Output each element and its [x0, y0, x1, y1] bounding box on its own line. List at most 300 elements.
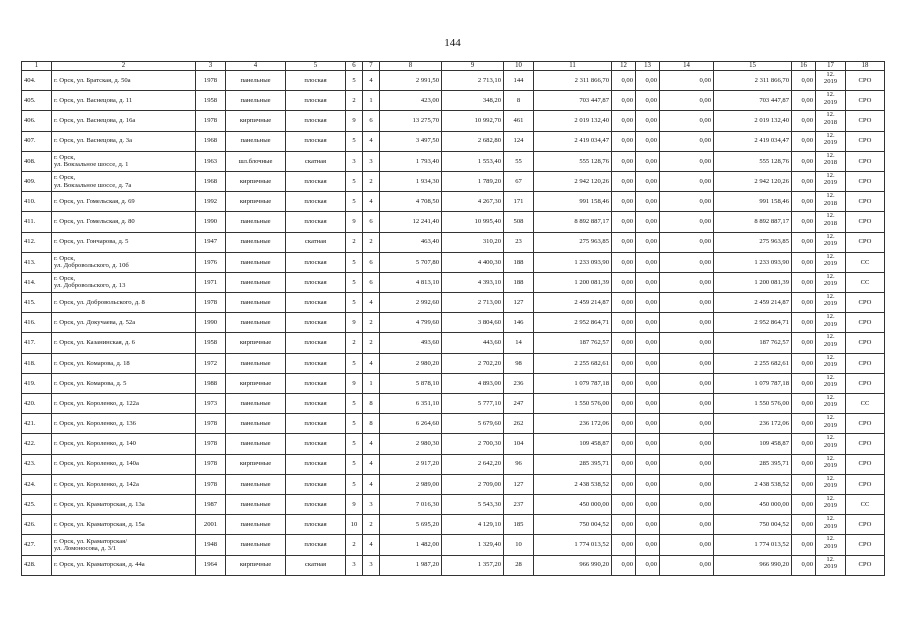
cost-federal-cell: 0,00: [612, 131, 636, 151]
total-cost-cell: 2 255 682,61: [534, 353, 612, 373]
floors-cell: 5: [346, 474, 363, 494]
completion-date-line: 12.: [826, 212, 835, 220]
completion-date-line: 12.: [826, 394, 835, 401]
residents-cell: 23: [504, 232, 534, 252]
completion-date-line: 2019: [823, 98, 838, 106]
completion-date-line: 12.: [826, 353, 835, 361]
cost-other-cell: 0,00: [792, 91, 816, 111]
completion-date-line: 2018: [823, 159, 838, 167]
completion-date-line: 12.: [826, 535, 835, 543]
funding-method-cell: СРО: [846, 111, 885, 131]
address-line: ул. Ломоносова, д. 3/1: [54, 544, 117, 552]
cost-federal-cell: 0,00: [612, 313, 636, 333]
total-cost-cell: 2 311 866,70: [534, 71, 612, 91]
entrances-cell: 4: [363, 71, 380, 91]
year-built-cell: 1978: [196, 293, 226, 313]
roof-type-cell: плоская: [286, 131, 346, 151]
address-line: г. Орск, ул. Короленко, д. 136: [54, 420, 136, 428]
cost-owners-cell: 966 990,20: [714, 555, 792, 575]
cost-local-cell: 0,00: [660, 111, 714, 131]
year-built-cell: 1992: [196, 192, 226, 212]
completion-date-line: 12.: [826, 333, 835, 341]
total-area-cell: 4 813,10: [380, 272, 442, 292]
funding-method-cell: СРО: [846, 293, 885, 313]
entrances-cell: 8: [363, 394, 380, 414]
total-area-cell: 4 799,60: [380, 313, 442, 333]
residents-cell: 508: [504, 212, 534, 232]
completion-date-cell: [816, 272, 846, 292]
cost-local-cell: 0,00: [660, 192, 714, 212]
floors-cell: 3: [346, 555, 363, 575]
total-cost-cell: 236 172,06: [534, 414, 612, 434]
living-area-cell: 2 700,30: [442, 434, 504, 454]
column-number-header: [22, 62, 885, 71]
completion-date-cell: [816, 353, 846, 373]
cost-regional-cell: 0,00: [636, 192, 660, 212]
cost-local-cell: 0,00: [660, 91, 714, 111]
roof-type-cell: плоская: [286, 111, 346, 131]
cost-federal-cell: 0,00: [612, 474, 636, 494]
address-line: ул. Добровольского, д. 13: [54, 282, 126, 290]
address-cell: [52, 272, 196, 292]
roof-type-cell: плоская: [286, 373, 346, 393]
completion-date-line: 2019: [823, 421, 838, 429]
cost-owners-cell: 991 158,46: [714, 192, 792, 212]
cost-owners-cell: 275 963,85: [714, 232, 792, 252]
row-number-cell: 425.: [22, 494, 52, 514]
completion-date-line: 12.: [826, 555, 835, 563]
cost-other-cell: 0,00: [792, 515, 816, 535]
column-number-10: 10: [504, 62, 534, 71]
year-built-cell: 1958: [196, 91, 226, 111]
total-area-cell: 6 264,60: [380, 414, 442, 434]
floors-cell: 5: [346, 394, 363, 414]
column-number-3: 3: [196, 62, 226, 71]
address-cell: [52, 252, 196, 272]
living-area-cell: 2 682,80: [442, 131, 504, 151]
funding-method-cell: СРО: [846, 333, 885, 353]
living-area-cell: 4 400,30: [442, 252, 504, 272]
cost-local-cell: 0,00: [660, 434, 714, 454]
table-row: [22, 515, 885, 535]
table-row: [22, 494, 885, 514]
address-line: г. Орск, ул. Комарова, д. 18: [54, 359, 130, 367]
column-number-16: 16: [792, 62, 816, 71]
cost-other-cell: 0,00: [792, 171, 816, 191]
address-line: ул. Вокзальное шоссе, д. 7а: [54, 181, 132, 189]
cost-regional-cell: 0,00: [636, 131, 660, 151]
completion-date-line: 12.: [826, 71, 835, 78]
cost-federal-cell: 0,00: [612, 91, 636, 111]
year-built-cell: 1978: [196, 474, 226, 494]
address-line: г. Орск, ул. Короленко, д. 122а: [54, 399, 139, 407]
cost-regional-cell: 0,00: [636, 555, 660, 575]
total-cost-cell: 275 963,85: [534, 232, 612, 252]
cost-federal-cell: 0,00: [612, 272, 636, 292]
wall-material-cell: кирпичные: [226, 454, 286, 474]
column-number-15: 15: [714, 62, 792, 71]
cost-local-cell: 0,00: [660, 373, 714, 393]
floors-cell: 5: [346, 414, 363, 434]
living-area-cell: 4 393,10: [442, 272, 504, 292]
completion-date-line: 2018: [823, 219, 838, 227]
column-number-9: 9: [442, 62, 504, 71]
living-area-cell: 2 702,20: [442, 353, 504, 373]
roof-type-cell: плоская: [286, 272, 346, 292]
table-row: [22, 454, 885, 474]
column-number-12: 12: [612, 62, 636, 71]
entrances-cell: 8: [363, 414, 380, 434]
completion-date-line: 2019: [823, 239, 838, 247]
cost-regional-cell: 0,00: [636, 111, 660, 131]
total-cost-cell: 1 079 787,18: [534, 373, 612, 393]
completion-date-cell: [816, 394, 846, 414]
entrances-cell: 1: [363, 91, 380, 111]
wall-material-cell: панельные: [226, 293, 286, 313]
entrances-cell: 4: [363, 192, 380, 212]
wall-material-cell: панельные: [226, 434, 286, 454]
cost-regional-cell: 0,00: [636, 494, 660, 514]
address-line: г. Орск, ул. Комарова, д. 5: [54, 379, 127, 387]
column-number-8: 8: [380, 62, 442, 71]
total-cost-cell: 8 892 887,17: [534, 212, 612, 232]
year-built-cell: 2001: [196, 515, 226, 535]
funding-method-cell: СРО: [846, 373, 885, 393]
wall-material-cell: панельные: [226, 474, 286, 494]
row-number-cell: 422.: [22, 434, 52, 454]
residents-cell: 144: [504, 71, 534, 91]
completion-date-cell: [816, 454, 846, 474]
total-area-cell: 1 934,30: [380, 171, 442, 191]
wall-material-cell: панельные: [226, 353, 286, 373]
entrances-cell: 4: [363, 131, 380, 151]
living-area-cell: 3 804,60: [442, 313, 504, 333]
residents-cell: 146: [504, 313, 534, 333]
entrances-cell: 1: [363, 373, 380, 393]
row-number-cell: 419.: [22, 373, 52, 393]
cost-local-cell: 0,00: [660, 353, 714, 373]
table-row: [22, 171, 885, 191]
completion-date-line: 12.: [826, 313, 835, 321]
year-built-cell: 1947: [196, 232, 226, 252]
roof-type-cell: плоская: [286, 212, 346, 232]
roof-type-cell: скатная: [286, 555, 346, 575]
total-area-cell: 2 991,50: [380, 71, 442, 91]
column-number-11: 11: [534, 62, 612, 71]
entrances-cell: 4: [363, 535, 380, 555]
year-built-cell: 1948: [196, 535, 226, 555]
total-area-cell: 12 241,40: [380, 212, 442, 232]
cost-regional-cell: 0,00: [636, 151, 660, 171]
residents-cell: 127: [504, 293, 534, 313]
completion-date-line: 2019: [823, 461, 838, 469]
residents-cell: 185: [504, 515, 534, 535]
completion-date-cell: [816, 313, 846, 333]
cost-federal-cell: 0,00: [612, 71, 636, 91]
funding-method-cell: СРО: [846, 535, 885, 555]
total-cost-cell: 703 447,87: [534, 91, 612, 111]
completion-date-line: 2019: [823, 381, 838, 389]
roof-type-cell: плоская: [286, 394, 346, 414]
total-cost-cell: 285 395,71: [534, 454, 612, 474]
completion-date-cell: [816, 131, 846, 151]
floors-cell: 2: [346, 232, 363, 252]
cost-local-cell: 0,00: [660, 131, 714, 151]
cost-other-cell: 0,00: [792, 414, 816, 434]
address-cell: [52, 474, 196, 494]
address-line: г. Орск,: [54, 174, 76, 182]
row-number-cell: 411.: [22, 212, 52, 232]
living-area-cell: 310,20: [442, 232, 504, 252]
wall-material-cell: панельные: [226, 394, 286, 414]
address-cell: [52, 111, 196, 131]
table-row: [22, 414, 885, 434]
cost-federal-cell: 0,00: [612, 171, 636, 191]
total-area-cell: 1 482,00: [380, 535, 442, 555]
cost-regional-cell: 0,00: [636, 434, 660, 454]
table-row: [22, 373, 885, 393]
cost-local-cell: 0,00: [660, 535, 714, 555]
column-number-17: 17: [816, 62, 846, 71]
address-cell: [52, 192, 196, 212]
cost-local-cell: 0,00: [660, 212, 714, 232]
cost-federal-cell: 0,00: [612, 252, 636, 272]
total-cost-cell: 2 952 864,71: [534, 313, 612, 333]
cost-other-cell: 0,00: [792, 454, 816, 474]
row-number-cell: 428.: [22, 555, 52, 575]
row-number-cell: 421.: [22, 414, 52, 434]
cost-owners-cell: 750 004,52: [714, 515, 792, 535]
entrances-cell: 4: [363, 293, 380, 313]
address-line: г. Орск, ул. Короленко, д. 140: [54, 440, 136, 448]
table-row: [22, 272, 885, 292]
cost-regional-cell: 0,00: [636, 414, 660, 434]
cost-regional-cell: 0,00: [636, 212, 660, 232]
cost-regional-cell: 0,00: [636, 171, 660, 191]
roof-type-cell: плоская: [286, 515, 346, 535]
residents-cell: 188: [504, 252, 534, 272]
residents-cell: 124: [504, 131, 534, 151]
cost-local-cell: 0,00: [660, 494, 714, 514]
total-cost-cell: 2 942 120,26: [534, 171, 612, 191]
funding-method-cell: СРО: [846, 91, 885, 111]
cost-other-cell: 0,00: [792, 131, 816, 151]
row-number-cell: 404.: [22, 71, 52, 91]
total-area-cell: 2 980,20: [380, 353, 442, 373]
completion-date-line: 2019: [823, 482, 838, 490]
address-line: г. Орск, ул. Краматорская, д. 15а: [54, 521, 145, 529]
floors-cell: 9: [346, 373, 363, 393]
completion-date-line: 12.: [826, 434, 835, 442]
completion-date-cell: [816, 71, 846, 91]
row-number-cell: 423.: [22, 454, 52, 474]
year-built-cell: 1958: [196, 333, 226, 353]
address-cell: [52, 454, 196, 474]
completion-date-cell: [816, 373, 846, 393]
cost-owners-cell: 1 550 576,00: [714, 394, 792, 414]
cost-regional-cell: 0,00: [636, 474, 660, 494]
cost-owners-cell: 2 942 120,26: [714, 171, 792, 191]
completion-date-line: 2019: [823, 260, 838, 268]
completion-date-line: 12.: [826, 414, 835, 422]
completion-date-line: 12.: [826, 192, 835, 200]
completion-date-cell: [816, 91, 846, 111]
residents-cell: 14: [504, 333, 534, 353]
table-row: [22, 71, 885, 91]
funding-method-cell: СРО: [846, 192, 885, 212]
residents-cell: 461: [504, 111, 534, 131]
completion-date-line: 2019: [823, 320, 838, 328]
roof-type-cell: плоская: [286, 454, 346, 474]
column-number-6: 6: [346, 62, 363, 71]
cost-regional-cell: 0,00: [636, 232, 660, 252]
entrances-cell: 2: [363, 313, 380, 333]
floors-cell: 5: [346, 252, 363, 272]
wall-material-cell: панельные: [226, 494, 286, 514]
column-number-5: 5: [286, 62, 346, 71]
cost-owners-cell: 555 128,76: [714, 151, 792, 171]
row-number-cell: 409.: [22, 171, 52, 191]
roof-type-cell: плоская: [286, 71, 346, 91]
funding-method-cell: СРО: [846, 434, 885, 454]
funding-method-cell: СРО: [846, 414, 885, 434]
entrances-cell: 2: [363, 171, 380, 191]
year-built-cell: 1978: [196, 454, 226, 474]
residents-cell: 55: [504, 151, 534, 171]
wall-material-cell: панельные: [226, 515, 286, 535]
row-number-cell: 407.: [22, 131, 52, 151]
total-cost-cell: 1 233 093,90: [534, 252, 612, 272]
cost-regional-cell: 0,00: [636, 91, 660, 111]
living-area-cell: 4 267,30: [442, 192, 504, 212]
address-cell: [52, 171, 196, 191]
residents-cell: 8: [504, 91, 534, 111]
residents-cell: 67: [504, 171, 534, 191]
cost-local-cell: 0,00: [660, 515, 714, 535]
living-area-cell: 348,20: [442, 91, 504, 111]
cost-owners-cell: 109 458,87: [714, 434, 792, 454]
roof-type-cell: плоская: [286, 434, 346, 454]
row-number-cell: 427.: [22, 535, 52, 555]
cost-owners-cell: 2 459 214,87: [714, 293, 792, 313]
total-area-cell: 2 980,30: [380, 434, 442, 454]
residents-cell: 98: [504, 353, 534, 373]
year-built-cell: 1988: [196, 373, 226, 393]
column-number-18: 18: [846, 62, 885, 71]
completion-date-cell: [816, 171, 846, 191]
residents-cell: 188: [504, 272, 534, 292]
roof-type-cell: скатная: [286, 232, 346, 252]
address-cell: [52, 373, 196, 393]
total-area-cell: 4 708,50: [380, 192, 442, 212]
completion-date-line: 12.: [826, 272, 835, 280]
cost-federal-cell: 0,00: [612, 293, 636, 313]
total-cost-cell: 450 000,00: [534, 494, 612, 514]
table-row: [22, 555, 885, 575]
total-area-cell: 7 016,30: [380, 494, 442, 514]
completion-date-line: 2019: [823, 78, 838, 86]
cost-federal-cell: 0,00: [612, 111, 636, 131]
living-area-cell: 1 357,20: [442, 555, 504, 575]
funding-method-cell: СРО: [846, 232, 885, 252]
residents-cell: 104: [504, 434, 534, 454]
year-built-cell: 1978: [196, 71, 226, 91]
residents-cell: 237: [504, 494, 534, 514]
completion-date-line: 2019: [823, 138, 838, 146]
roof-type-cell: плоская: [286, 535, 346, 555]
cost-federal-cell: 0,00: [612, 414, 636, 434]
total-area-cell: 5 695,20: [380, 515, 442, 535]
completion-date-line: 12.: [826, 474, 835, 482]
total-area-cell: 5 878,10: [380, 373, 442, 393]
column-number-2: 2: [52, 62, 196, 71]
cost-other-cell: 0,00: [792, 293, 816, 313]
completion-date-line: 12.: [826, 494, 835, 502]
total-area-cell: 1 987,20: [380, 555, 442, 575]
floors-cell: 5: [346, 272, 363, 292]
address-cell: [52, 151, 196, 171]
cost-regional-cell: 0,00: [636, 515, 660, 535]
funding-method-cell: СРО: [846, 515, 885, 535]
floors-cell: 5: [346, 192, 363, 212]
living-area-cell: 2 709,00: [442, 474, 504, 494]
completion-date-line: 12.: [826, 171, 835, 179]
completion-date-cell: [816, 333, 846, 353]
residents-cell: 262: [504, 414, 534, 434]
address-line: г. Орск, ул. Краматорская, д. 13а: [54, 500, 145, 508]
table-row: [22, 151, 885, 171]
wall-material-cell: кирпичные: [226, 171, 286, 191]
total-cost-cell: 2 419 034,47: [534, 131, 612, 151]
wall-material-cell: панельные: [226, 414, 286, 434]
roof-type-cell: плоская: [286, 91, 346, 111]
row-number-cell: 415.: [22, 293, 52, 313]
cost-federal-cell: 0,00: [612, 494, 636, 514]
cost-other-cell: 0,00: [792, 353, 816, 373]
address-line: г. Орск, ул. Докучаева, д. 52а: [54, 319, 136, 327]
completion-date-cell: [816, 111, 846, 131]
living-area-cell: 5 777,10: [442, 394, 504, 414]
completion-date-line: 2019: [823, 502, 838, 510]
completion-date-line: 2019: [823, 340, 838, 348]
cost-local-cell: 0,00: [660, 454, 714, 474]
residents-cell: 247: [504, 394, 534, 414]
completion-date-cell: [816, 555, 846, 575]
row-number-cell: 420.: [22, 394, 52, 414]
year-built-cell: 1964: [196, 555, 226, 575]
cost-other-cell: 0,00: [792, 535, 816, 555]
table-row: [22, 192, 885, 212]
cost-local-cell: 0,00: [660, 555, 714, 575]
cost-other-cell: 0,00: [792, 71, 816, 91]
completion-date-cell: [816, 151, 846, 171]
cost-local-cell: 0,00: [660, 151, 714, 171]
completion-date-line: 12.: [826, 91, 835, 99]
cost-owners-cell: 2 311 866,70: [714, 71, 792, 91]
row-number-cell: 408.: [22, 151, 52, 171]
cost-federal-cell: 0,00: [612, 454, 636, 474]
row-number-cell: 416.: [22, 313, 52, 333]
cost-local-cell: 0,00: [660, 333, 714, 353]
row-number-cell: 414.: [22, 272, 52, 292]
funding-method-cell: СС: [846, 272, 885, 292]
year-built-cell: 1973: [196, 394, 226, 414]
address-line: г. Орск, ул. Братская, д. 50а: [54, 76, 131, 84]
table-row: [22, 394, 885, 414]
living-area-cell: 2 713,00: [442, 293, 504, 313]
total-area-cell: 1 793,40: [380, 151, 442, 171]
roof-type-cell: плоская: [286, 192, 346, 212]
